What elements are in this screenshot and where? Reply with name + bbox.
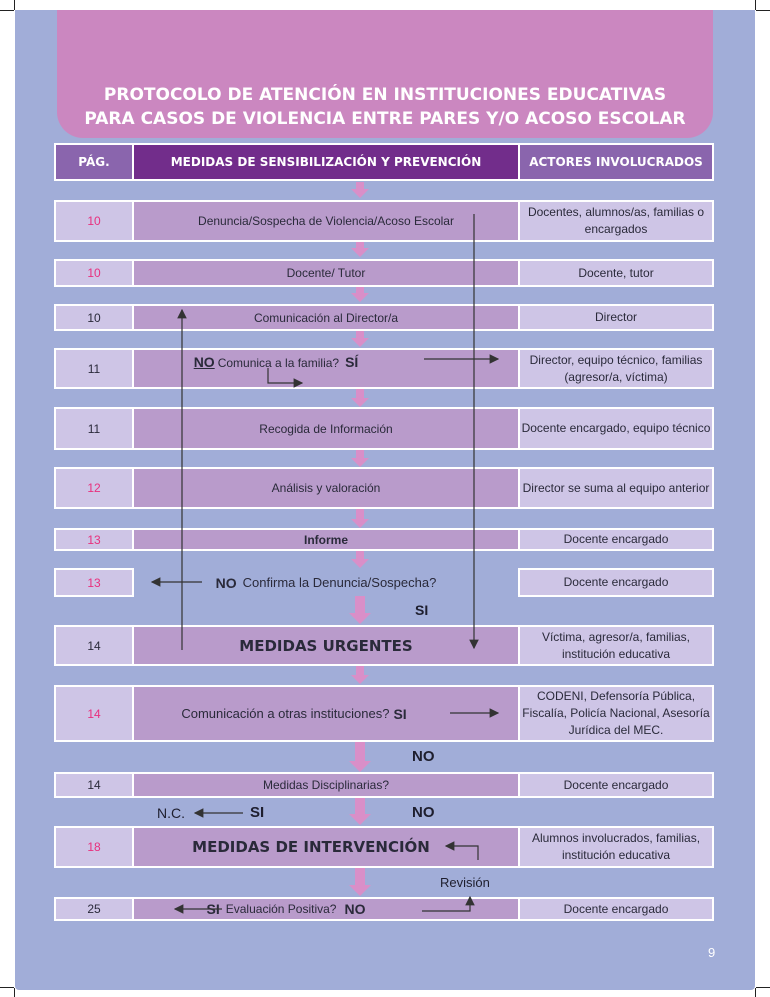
row-2-pag: 10 bbox=[54, 259, 134, 287]
no-comunicacion-label: NO bbox=[412, 748, 435, 765]
arrow-comunica-no bbox=[268, 368, 302, 383]
arrow-revision-intervencion bbox=[446, 846, 478, 860]
row-4-yes-label: SÍ bbox=[345, 354, 359, 370]
si-disciplinarias-label: SI bbox=[250, 804, 265, 821]
row-13-pag: 25 bbox=[54, 897, 134, 921]
row-8-step-text: Confirma la Denuncia/Sospecha? bbox=[242, 575, 437, 590]
row-1-step-text: Denuncia/Sospecha de Violencia/Acoso Escolar bbox=[198, 214, 454, 228]
row-8-pag: 13 bbox=[54, 568, 134, 597]
row-9-pag: 14 bbox=[54, 625, 134, 666]
row-1-actors: Docentes, alumnos/as, familias o encargados bbox=[518, 200, 714, 242]
arrow-evaluacion-no bbox=[422, 897, 470, 911]
row-8-actors: Docente encargado bbox=[518, 568, 714, 597]
nc-label: N.C. bbox=[157, 805, 185, 821]
row-11-step: Medidas Disciplinarias? bbox=[132, 772, 520, 798]
row-7-actors: Docente encargado bbox=[518, 528, 714, 551]
header-pag: PÁG. bbox=[54, 143, 134, 181]
row-9-actors: Víctima, agresor/a, familias, institución educativa bbox=[518, 625, 714, 666]
row-13-yes-label: SI bbox=[206, 901, 220, 917]
row-7-step: Informe bbox=[132, 528, 520, 551]
row-12-pag: 18 bbox=[54, 826, 134, 868]
no-disciplinarias-label: NO bbox=[412, 804, 435, 821]
row-2-step: Docente/ Tutor bbox=[132, 259, 520, 287]
row-10-yes-label: SI bbox=[393, 705, 407, 722]
row-10-step-text: Comunicación a otras instituciones? bbox=[181, 706, 390, 721]
title-line-2: PARA CASOS DE VIOLENCIA ENTRE PARES Y/O ACOSO ESCOLAR bbox=[84, 109, 686, 129]
row-1-pag: 10 bbox=[54, 200, 134, 242]
title-line-1: PROTOCOLO DE ATENCIÓN EN INSTITUCIONES EDUCATIVAS bbox=[103, 85, 667, 105]
row-4-no-label: NO bbox=[193, 354, 215, 370]
row-13-step-text: Evaluación Positiva? bbox=[225, 902, 337, 916]
row-5-actors: Docente encargado, equipo técnico bbox=[518, 407, 714, 450]
page-number: 9 bbox=[708, 945, 716, 960]
header-medidas: MEDIDAS DE SENSIBILIZACIÓN Y PREVENCIÓN bbox=[132, 143, 520, 181]
row-7-pag: 13 bbox=[54, 528, 134, 551]
row-6-pag: 12 bbox=[54, 467, 134, 509]
row-9-step: MEDIDAS URGENTES bbox=[132, 625, 520, 666]
row-6-actors: Director se suma al equipo anterior bbox=[518, 467, 714, 509]
row-10-actors: CODENI, Defensoría Pública, Fiscalía, Policía Nacional, Asesoría Jurídica del MEC. bbox=[518, 685, 714, 742]
row-3-actors: Director bbox=[518, 304, 714, 331]
header-actores: ACTORES INVOLUCRADOS bbox=[518, 143, 714, 181]
row-6-step: Análisis y valoración bbox=[132, 467, 520, 509]
row-10-pag: 14 bbox=[54, 685, 134, 742]
row-4-actors: Director, equipo técnico, familias (agresor/a, víctima) bbox=[518, 348, 714, 389]
row-3-pag: 10 bbox=[54, 304, 134, 331]
row-11-actors: Docente encargado bbox=[518, 772, 714, 798]
row-3-step: Comunicación al Director/a bbox=[132, 304, 520, 331]
row-4-step-text: Comunica a la familia? bbox=[217, 356, 340, 370]
row-12-step: MEDIDAS DE INTERVENCIÓN bbox=[132, 826, 520, 868]
row-13-actors: Docente encargado bbox=[518, 897, 714, 921]
row-2-actors: Docente, tutor bbox=[518, 259, 714, 287]
row-5-pag: 11 bbox=[54, 407, 134, 450]
row-13-no-label: NO bbox=[344, 901, 366, 917]
row-12-actors: Alumnos involucrados, familias, institución educativa bbox=[518, 826, 714, 868]
row-5-step: Recogida de Información bbox=[132, 407, 520, 450]
si-confirma-label: SI bbox=[415, 602, 429, 618]
revision-label: Revisión bbox=[440, 875, 490, 890]
row-4-pag: 11 bbox=[54, 348, 134, 389]
row-11-pag: 14 bbox=[54, 772, 134, 798]
row-8-no-label: NO bbox=[215, 574, 237, 591]
